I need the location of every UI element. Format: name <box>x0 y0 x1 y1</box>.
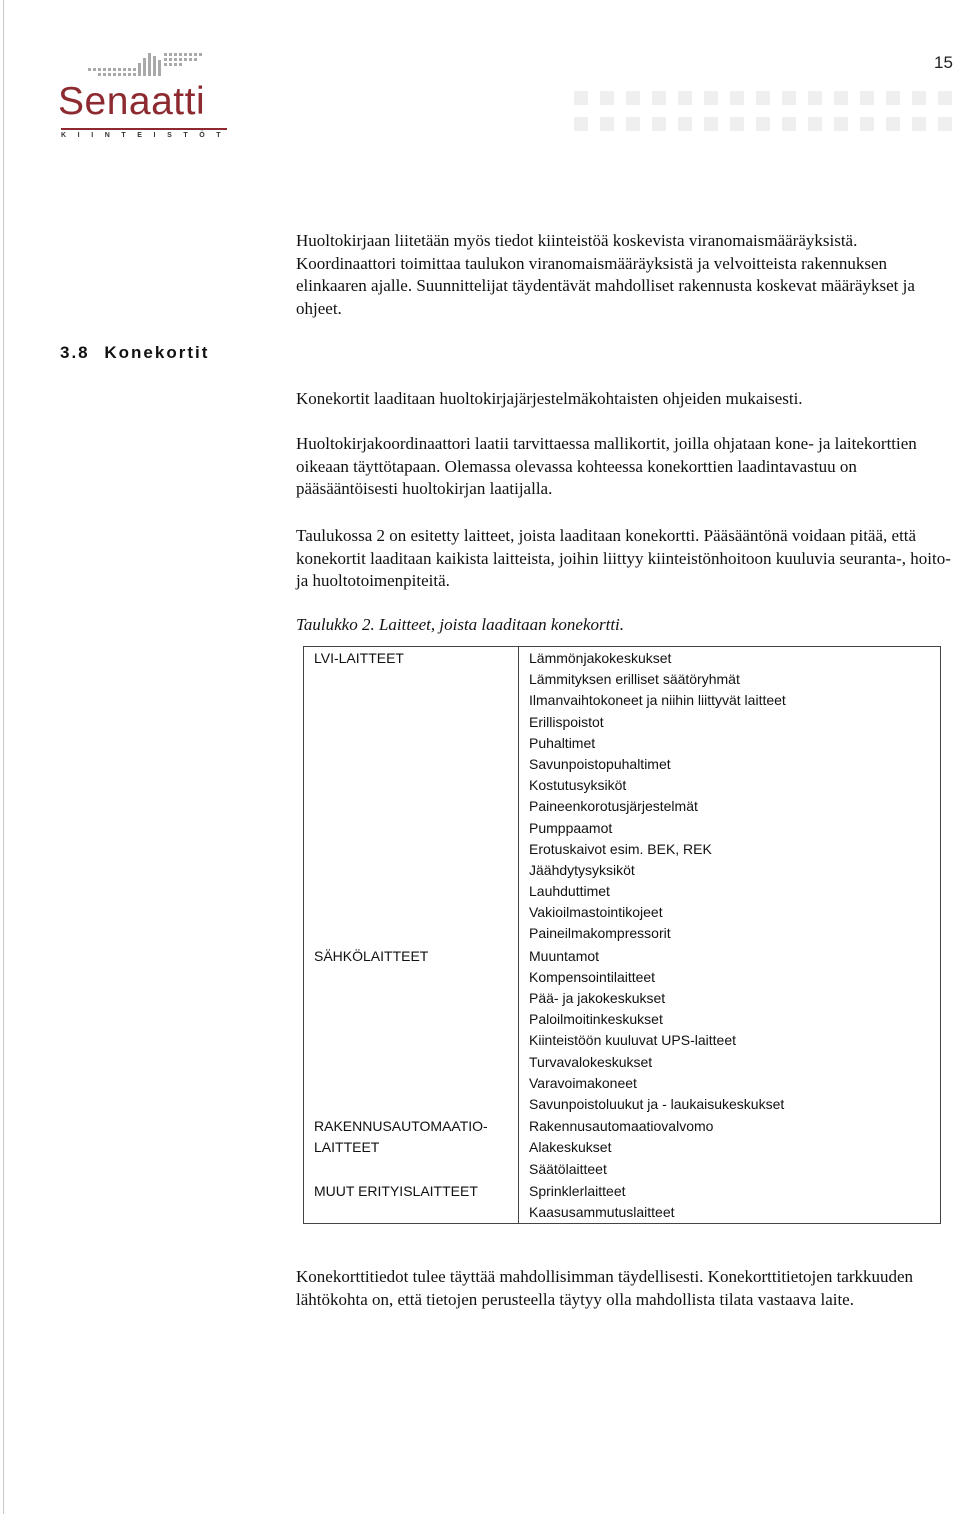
list-item: Kostutusyksiköt <box>529 777 627 794</box>
list-item: Alakeskukset <box>529 1139 612 1156</box>
page-edge-line <box>3 0 4 1514</box>
paragraph-coordinator: Huoltokirjakoordinaattori laatii tarvittaessa mallikortit, joilla ohjataan kone- ja laitekorttien oikeaan täyttötapaan. Olemassa olevassa kohteessa konekorttien laadintavastuu on pääsääntöisesti huoltokirjan laatijalla. <box>296 434 917 498</box>
page-number: 15 <box>934 53 953 72</box>
logo-subtitle: KIINTEISTÖT <box>61 132 233 139</box>
list-item: Sprinklerlaitteet <box>529 1182 626 1199</box>
list-item: Kaasusammutuslaitteet <box>529 1203 675 1220</box>
list-item: Turvavalokeskukset <box>529 1053 653 1070</box>
closing-paragraph: Konekorttitiedot tulee täyttää mahdollisimman täydellisesti. Konekorttitietojen tarkkuuden lähtökohta on, että tietojen perusteella täytyy olla mahdollista tilata vastaava laite. <box>296 1267 914 1309</box>
list-item: Erotuskaivot esim. BEK, REK <box>529 840 712 857</box>
list-item: Lauhduttimet <box>529 883 610 900</box>
items-cell <box>519 1180 941 1224</box>
list-item: Lämmityksen erilliset säätöryhmät <box>529 671 740 688</box>
category-cell <box>304 1180 519 1224</box>
table-caption: Taulukko 2. Laitteet, joista laaditaan konekortti. <box>296 615 625 634</box>
list-item: Vakioilmastointikojeet <box>529 904 663 921</box>
list-item: Pumppaamot <box>529 819 613 836</box>
category-label: LVI-LAITTEET <box>314 650 404 666</box>
list-item: Erillispoistot <box>529 713 604 730</box>
list-item: Paineilmakompressorit <box>529 925 671 942</box>
paragraph-konekortit: Konekortit laaditaan huoltokirjajärjestelmäkohtaisten ohjeiden mukaisesti. <box>296 389 803 408</box>
table-row <box>304 1115 941 1180</box>
logo-wordmark: Senaatti <box>58 80 206 123</box>
list-item: Savunpoistoluukut ja - laukaisukeskukset <box>529 1095 785 1112</box>
items-cell <box>519 945 941 1116</box>
table-row <box>304 945 941 1116</box>
items-cell <box>519 647 941 945</box>
logo-mark-icon <box>58 48 238 82</box>
list-item: Savunpoistopuhaltimet <box>529 755 671 772</box>
list-item: Rakennusautomaatiovalvomo <box>529 1118 714 1135</box>
category-label-line: RAKENNUSAUTOMAATIO- <box>314 1118 488 1135</box>
list-item: Lämmönjakokeskukset <box>529 650 672 666</box>
list-item: Paineenkorotusjärjestelmät <box>529 798 698 815</box>
list-item: Paloilmoitinkeskukset <box>529 1011 663 1028</box>
table-row <box>304 647 941 945</box>
category-label: MUUT ERITYISLAITTEET <box>314 1182 478 1199</box>
list-item: Pää- ja jakokeskukset <box>529 990 666 1006</box>
list-item: Jäähdytysyksiköt <box>529 861 635 878</box>
section-number: 3.8 <box>60 343 90 362</box>
category-cell <box>304 1115 519 1180</box>
senaatti-logo <box>58 48 238 148</box>
list-item: Muuntamot <box>529 947 600 964</box>
category-label: SÄHKÖLAITTEET <box>314 947 429 964</box>
list-item: Puhaltimet <box>529 734 596 751</box>
list-item: Kiinteistöön kuuluvat UPS-laitteet <box>529 1032 736 1049</box>
decorative-square-grid <box>574 91 960 133</box>
list-item: Varavoimakoneet <box>529 1074 637 1091</box>
table-row <box>304 1180 941 1224</box>
logo-rule <box>61 128 227 130</box>
list-item: Säätölaitteet <box>529 1160 607 1177</box>
items-cell <box>519 1115 941 1180</box>
paragraph-table-intro: Taulukossa 2 on esitetty laitteet, joista laaditaan konekortti. Pääsääntönä voidaan pitää, että konekortit laaditaan kaikista laitteista, joihin liittyy kiinteistönhoitoon kuuluvia seuranta-, hoito- ja huoltotoimenpiteitä. <box>296 526 951 590</box>
list-item: Kompensointilaitteet <box>529 968 656 985</box>
category-cell <box>304 647 519 945</box>
device-table <box>303 646 941 1224</box>
section-title: Konekortit <box>104 343 210 362</box>
category-label-line: LAITTEET <box>314 1139 380 1156</box>
list-item: Ilmanvaihtokoneet ja niihin liittyvät laitteet <box>529 692 786 709</box>
intro-paragraph: Huoltokirjaan liitetään myös tiedot kiinteistöä koskevista viranomaismääräyksistä. Koordinaattori toimittaa taulukon viranomaismääräyksistä ja velvoitteista rakennuksen elinkaaren ajalle. Suunnittelijat täydentävät mahdolliset rakennusta koskevat määräykset ja ohjeet. <box>296 231 915 318</box>
category-cell <box>304 945 519 1116</box>
section-heading <box>60 343 209 363</box>
